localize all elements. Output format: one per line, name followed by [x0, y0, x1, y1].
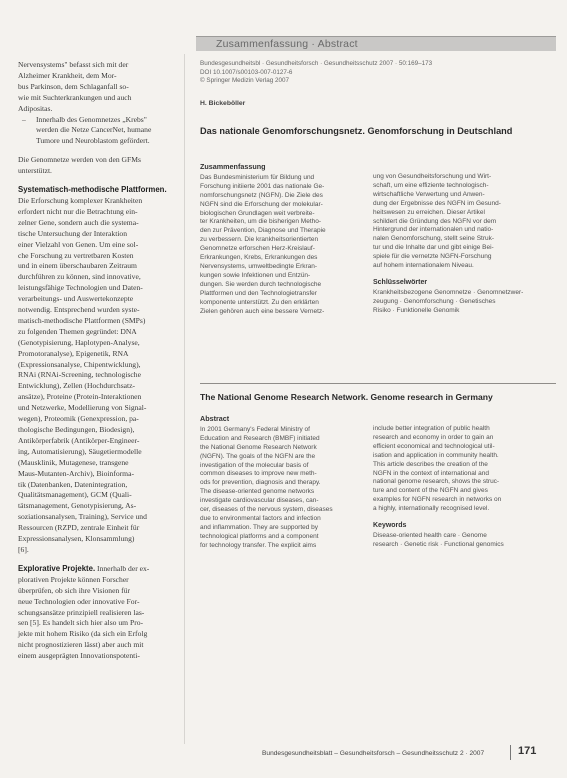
footer-journal: Bundesgesundheitsblatt – Gesundheitsforsch – Gesundheitsschutz 2 · 2007 — [262, 750, 485, 757]
text-line: Maus-Mutanten-Archiv), Bioinforma- — [18, 468, 134, 478]
text-line: plorativen Projekte können Forscher — [18, 574, 129, 584]
text-line: This article describes the creation of the — [373, 460, 488, 468]
english-article-title: The National Genome Research Network. Genome research in Germany — [200, 392, 493, 402]
text-line: Nervensystems" befasst sich mit der — [18, 60, 129, 69]
text-line: nalen Genomforschung, stellt seine Struk- — [373, 235, 495, 243]
intro-paragraph — [18, 60, 178, 115]
text-line: [6]. — [18, 544, 29, 554]
text-line: Qualitätsmanagement), GCM (Quali- — [18, 490, 132, 500]
text-line: Promotoranalyse), Epigenetik, RNA — [18, 348, 129, 358]
text-line: Innerhalb der ex- — [97, 563, 150, 573]
text-line: (NGFN). The goals of the NGFN are the — [200, 452, 316, 460]
text-line: sen [5]. Es handelt sich hier also um Pro- — [18, 618, 144, 628]
text-line: und in einem überschaubaren Zeitraum — [18, 261, 137, 271]
text-line: einer Vielzahl von Genen. Um eine sol- — [18, 239, 139, 249]
column-divider — [184, 54, 185, 744]
text-line: ter Krankheiten, um die bisherigen Metho- — [200, 218, 322, 226]
text-line: investigation of the molecular basis of — [200, 461, 309, 469]
systematic-platforms-paragraph — [18, 185, 178, 556]
text-line: ods for prevention, diagnosis and therapy. — [200, 479, 321, 487]
text-line: soziationsanalysen, Training), Service und — [18, 512, 147, 522]
text-line: Adipositas. — [18, 103, 53, 113]
text-line: Erkrankungen, Krebs, Erkrankungen des — [200, 254, 318, 262]
text-line: tik (Datenbanken, Datenintegration, — [18, 479, 128, 489]
keyword-line: Disease-oriented health care · Genome — [373, 531, 487, 539]
text-line: nomforschungsnetz (NGFN). Die Ziele des — [200, 191, 323, 199]
citation-metadata — [200, 60, 540, 86]
text-line: komponente unterstützt. Zu den erklärten — [200, 298, 319, 306]
text-line: Antikörperfabrik (Antikörper-Engineer- — [18, 435, 140, 445]
text-line: technological platforms and a component — [200, 532, 319, 540]
text-line: leistungsfähige Technologien und Daten- — [18, 283, 143, 293]
text-line: neue Technologien oder innovative For- — [18, 596, 140, 606]
text-line: Expressionsanalysen, Klonsammlung) — [18, 534, 135, 544]
text-line: und Netzwerke, Modellierung von Signal- — [18, 403, 147, 413]
text-line: bus Parkinson, dem Schlaganfall so- — [18, 81, 129, 91]
text-line: notwendig. Entsprechend wurden syste- — [18, 305, 140, 315]
text-line: Nervensystems, umweltbedingte Erkran- — [200, 262, 318, 270]
text-line: include better integration of public health — [373, 425, 490, 432]
text-line: spiele für die vernetzte NGFN-Forschung — [373, 253, 492, 261]
text-line: tur und die Inhalte dar und gibt einige Bei- — [373, 244, 494, 252]
keyword-line: Risiko · Funktionelle Genomik — [373, 306, 460, 314]
text-line: tische Untersuchung der Interaktion — [18, 228, 128, 238]
english-abstract-heading: Abstract — [200, 414, 230, 423]
text-line: a highly, internationally recognised level. — [373, 505, 490, 513]
text-line: tätsmanagement, Genotypisierung, As- — [18, 501, 137, 511]
text-line: Entwicklung), Zellen (Hochdurchsatz- — [18, 381, 136, 391]
text-line: ture and content of the NGFN and gives — [373, 487, 488, 495]
text-line: due to environmental factors and infection — [200, 514, 321, 522]
text-line: investigate cardiovascular diseases, can- — [200, 497, 319, 505]
text-line: cer, diseases of the nervous system, diseases — [200, 506, 333, 514]
text-line: dungen. Sie werden durch technologische — [200, 280, 322, 288]
text-line: (Mausklinik, Mutagenese, transgene — [18, 457, 129, 467]
bullet-item-krebs — [18, 115, 178, 148]
left-column — [18, 60, 178, 662]
text-line: wirtschaftliche Verwertung und Anwen- — [373, 190, 485, 198]
text-line: Plattformen und den Technologietransfer — [200, 289, 317, 297]
english-abstract-col1 — [200, 415, 368, 551]
text-line: wegen), Proteomik (Genexpression, pa- — [18, 414, 139, 424]
english-keywords-heading: Keywords — [373, 522, 407, 530]
text-line: wie mit Suchterkrankungen und auch — [18, 92, 132, 102]
page-number: 171 — [518, 745, 537, 757]
text-line: examples for NGFN research in networks on — [373, 496, 502, 504]
explorative-projects-heading: Explorative Projekte. — [18, 563, 96, 573]
german-abstract-heading: Zusammenfassung — [200, 162, 266, 171]
text-line: nicht prognostizieren lässt) aber auch mit — [18, 640, 144, 650]
text-line: isation and application in community health. — [373, 451, 499, 459]
text-line: RNAi (RNAi-Screening, technologische — [18, 370, 141, 380]
text-line: Genomnetze erforschen Herz-Kreislauf- — [200, 245, 315, 253]
text-line: ung von Gesundheitsforschung und Wirt- — [373, 173, 492, 180]
author-name: H. Bickeböller — [200, 100, 246, 107]
keyword-line: zeugung · Genomforschung · Genetisches — [373, 297, 496, 305]
copyright-line: © Springer Medizin Verlag 2007 — [200, 77, 289, 85]
text-line: schildert die Gründung des NGFN vor dem — [373, 217, 497, 225]
text-line: Innerhalb des Genomnetzes „Krebs" — [36, 114, 147, 124]
text-line: thologische Bedingungen, Biodesign), — [18, 425, 135, 434]
text-line: zu verbessern. Die krankheitsorientierten — [200, 236, 319, 244]
english-abstract-col2 — [373, 425, 553, 550]
text-line: NGFN sind die Erforschung der molekular- — [200, 200, 323, 208]
german-keywords-heading: Schlüsselwörter — [373, 278, 428, 286]
text-line: the National Genome Research Network — [200, 443, 317, 451]
text-line: schaft, um eine effiziente technologisch- — [373, 181, 489, 189]
footer-rule — [510, 745, 511, 760]
text-line: kungen sowie Infektionen und Entzün- — [200, 271, 311, 279]
text-line: matisch-methodische Plattformen (SMPs) — [18, 315, 146, 325]
text-line: and inflammation. They are supported by — [200, 523, 319, 531]
text-line: (Expressionsanalyse, Chipentwicklung), — [18, 359, 141, 369]
text-line: jekte mit hohem Risiko (da sich ein Erfolg — [18, 629, 148, 639]
text-line: Ressourcen (RZPD, zentrale Einheit für — [18, 523, 140, 533]
text-line: ansätze), Proteine (Protein-Interaktionen — [18, 392, 142, 402]
keyword-line: research · Genetic risk · Functional genomics — [373, 540, 504, 548]
text-line: che Forschung zu vertretbaren Kosten — [18, 250, 134, 260]
support-paragraph — [18, 155, 178, 177]
german-abstract-col1 — [200, 163, 368, 316]
citation-line: Bundesgesundheitsbl · Gesundheitsforsch · Gesundheitsschutz 2007 · 50:169–173 — [200, 60, 433, 67]
text-line: In 2001 Germany's Federal Ministry of — [200, 425, 310, 433]
text-line: Forschung initiierte 2001 das nationale Ge- — [200, 182, 325, 190]
text-line: national genome research, shows the struc- — [373, 478, 500, 486]
text-line: werden die Netze CancerNet, humane — [36, 125, 152, 135]
keyword-line: Krankheitsbezogene Genomnetze · Genomnetzwer- — [373, 288, 524, 296]
text-line: Hintergrund der internationalen und natio- — [373, 226, 494, 234]
text-line: den zur Prävention, Diagnose und Therapie — [200, 227, 326, 235]
text-line: zelner Gene, sondern auch die systema- — [18, 217, 139, 227]
text-line: dung der Ergebnisse des NGFN im Gesund- — [373, 199, 501, 207]
text-line: überprüfen, ob sich ihre Visionen für — [18, 585, 131, 595]
text-line: Alzheimer Krankheit, dem Mor- — [18, 70, 117, 80]
text-line: durchführen zu können, sind innovative, — [18, 272, 141, 282]
text-line: Education and Research (BMBF) initiated — [200, 434, 320, 442]
text-line: schungsansätze prinzipiell realisieren las- — [18, 607, 145, 617]
text-line: verarbeitungs- und Auswertekonzepte — [18, 294, 134, 304]
systematic-platforms-heading: Systematisch-methodische Plattformen. — [18, 185, 167, 195]
text-line: biologischen Grundlagen weit verbreite- — [200, 209, 315, 217]
text-line: Zielen gehören auch eine bessere Vernetz- — [200, 307, 325, 315]
text-line: common diseases to improve new meth- — [200, 470, 317, 478]
text-line: Tumore und Neuroblastom gefördert. — [36, 136, 150, 146]
section-header-title: Zusammenfassung · Abstract — [216, 38, 358, 50]
doi-line: DOI 10.1007/s00103-007-0127-6 — [200, 68, 293, 76]
text-line: erfordert nicht nur die Betrachtung ein- — [18, 206, 138, 216]
explorative-projects-paragraph — [18, 564, 178, 662]
text-line: ing, Automatisierung), Säugetiermodelle — [18, 446, 142, 456]
text-line: Das Bundesministerium für Bildung und — [200, 173, 315, 181]
section-header-bar — [196, 36, 556, 51]
german-article-title: Das nationale Genomforschungsnetz. Genomforschung in Deutschland — [200, 126, 513, 136]
text-line: unterstützt. — [18, 166, 52, 176]
text-line: einem ausgeprägten Innovationspotenti- — [18, 651, 140, 661]
text-line: zu folgenden Themen gegründet: DNA — [18, 326, 137, 336]
text-line: heitswesen zu erreichen. Dieser Artikel — [373, 208, 485, 216]
text-line: research and economy in order to gain an — [373, 433, 494, 441]
text-line: auf hohem internationalem Niveau. — [373, 262, 474, 270]
text-line: The disease-oriented genome networks — [200, 488, 315, 496]
text-line: Die Erforschung komplexer Krankheiten — [18, 195, 143, 205]
text-line: Die Genomnetze werden von den GFMs — [18, 155, 141, 165]
bullet-dash: – — [22, 114, 26, 124]
text-line: efficient economical and technological util- — [373, 442, 495, 450]
text-line: NGFN in the context of international and — [373, 469, 489, 477]
text-line: (Genotypisierung, Haplotypen-Analyse, — [18, 337, 140, 347]
german-abstract-col2 — [373, 173, 553, 316]
text-line: for technology transfer. The explicit aims — [200, 541, 317, 549]
section-divider — [200, 383, 556, 384]
